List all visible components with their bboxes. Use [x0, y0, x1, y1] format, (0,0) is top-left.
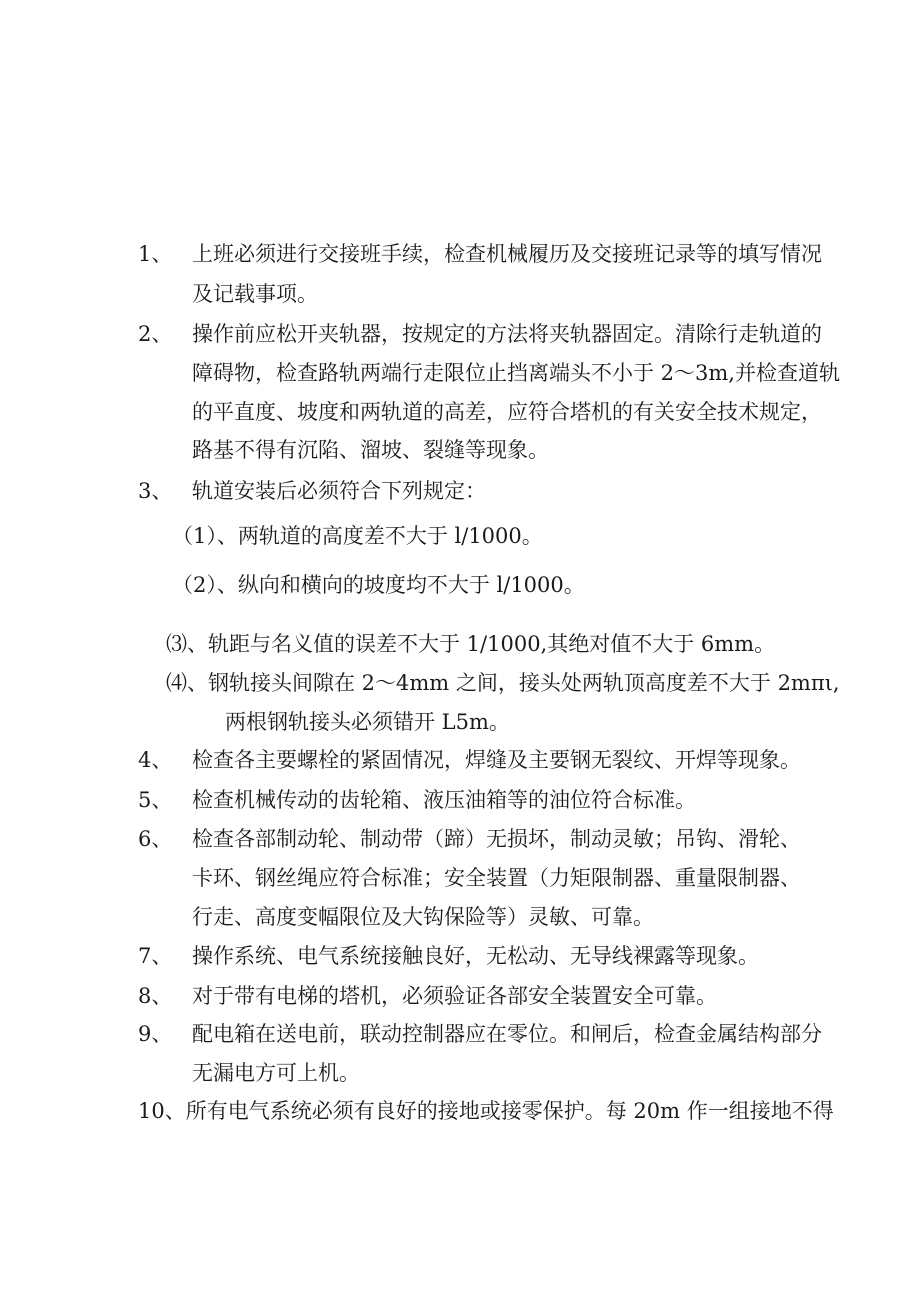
- item-text: 的平直度、坡度和两轨道的高差，应符合塔机的有关安全技术规定，: [192, 400, 822, 424]
- item-text: 障碍物，检查路轨两端行走限位止挡离端头不小于 2～3m,并检查道轨: [192, 361, 840, 385]
- sub-item-continuation: 两根钢轨接头必须错开 L5m。: [225, 710, 510, 734]
- item-text: 配电箱在送电前，联动控制器应在零位。和闸后，检查金属结构部分: [192, 1022, 822, 1046]
- item-text: 无漏电方可上机。: [192, 1061, 360, 1085]
- item-number: 8、: [138, 984, 173, 1008]
- sub-item: ⑷、钢轨接头间隙在 2～4mm 之间，接头处两轨顶高度差不大于 2mπι,: [166, 671, 840, 695]
- item-text: 上班必须进行交接班手续，检查机械履历及交接班记录等的填写情况: [192, 242, 822, 266]
- item-text: 检查各部制动轮、制动带（蹄）无损坏，制动灵敏；吊钩、滑轮、: [192, 827, 801, 851]
- item-number: 9、: [138, 1022, 173, 1046]
- item-number: 7、: [138, 944, 173, 968]
- sub-item: ⑶、轨距与名义值的误差不大于 1/1000,其绝对值不大于 6mm。: [166, 632, 776, 656]
- item-number: 2、: [138, 322, 173, 346]
- item-text: 轨道安装后必须符合下列规定：: [192, 479, 486, 503]
- sub-item: （1）、两轨道的高度差不大于 l/1000。: [172, 524, 543, 548]
- item-text: 操作前应松开夹轨器，按规定的方法将夹轨器固定。清除行走轨道的: [192, 322, 822, 346]
- item-text: 10、所有电气系统必须有良好的接地或接零保护。每 20m 作一组接地不得: [138, 1099, 834, 1123]
- item-text: 卡环、钢丝绳应符合标准；安全装置（力矩限制器、重量限制器、: [192, 866, 801, 890]
- item-text: 行走、高度变幅限位及大钩保险等）灵敏、可靠。: [192, 905, 654, 929]
- item-text: 对于带有电梯的塔机，必须验证各部安全装置安全可靠。: [192, 984, 717, 1008]
- item-text: 及记载事项。: [192, 282, 318, 306]
- item-number: 4、: [138, 748, 173, 772]
- item-text: 检查各主要螺栓的紧固情况，焊缝及主要钢无裂纹、开焊等现象。: [192, 748, 801, 772]
- item-text: 路基不得有沉陷、溜坡、裂缝等现象。: [192, 438, 549, 462]
- item-text: 操作系统、电气系统接触良好，无松动、无导线裸露等现象。: [192, 944, 759, 968]
- item-number: 3、: [138, 479, 173, 503]
- item-number: 1、: [138, 242, 173, 266]
- item-number: 6、: [138, 827, 173, 851]
- sub-item: （2）、纵向和横向的坡度均不大于 l/1000。: [172, 573, 585, 597]
- item-number: 5、: [138, 788, 173, 812]
- item-text: 检查机械传动的齿轮箱、液压油箱等的油位符合标准。: [192, 788, 696, 812]
